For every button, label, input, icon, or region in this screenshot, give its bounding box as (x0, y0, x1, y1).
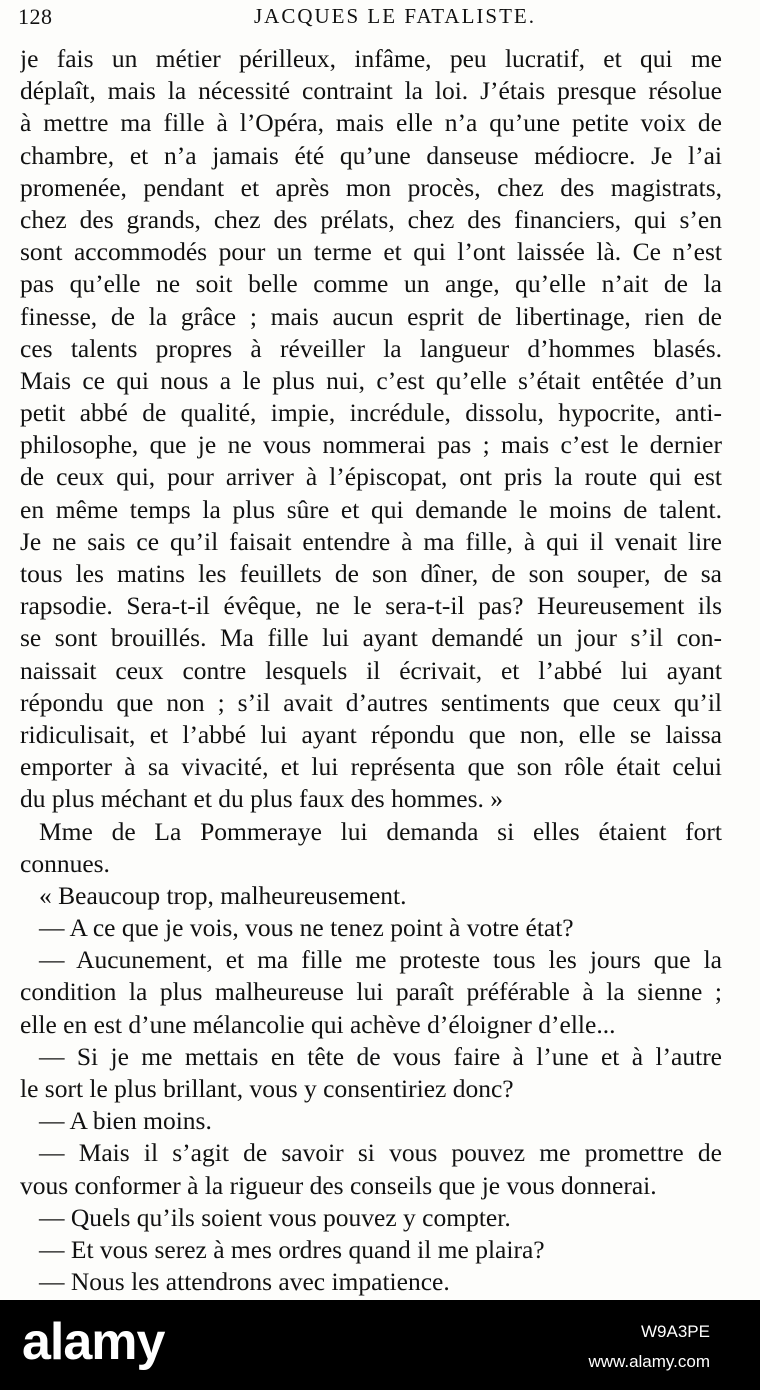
running-title: JACQUES LE FATALISTE. (253, 4, 536, 28)
text-line: déplaît, mais la nécessité contraint la loi. J’étais presque résolue (20, 76, 722, 106)
text-line: — Quels qu’ils soient vous pouvez y compter. (39, 1202, 511, 1232)
text-line: ridiculisait, et l’abbé lui ayant répondu que non, elle se laissa (20, 719, 722, 749)
page-number: 128 (18, 4, 53, 29)
text-line: du plus méchant et du plus faux des hommes. » (20, 784, 504, 814)
text-line: le sort le plus brillant, vous y consentiriez donc? (20, 1074, 514, 1103)
text-line: rapsodie. Sera-t-il évêque, ne le sera-t-il pas? Heureusement ils (20, 591, 722, 621)
text-line: vous conformer à la rigueur des conseils que je vous donnerai. (20, 1170, 657, 1200)
text-line: à mettre ma fille à l’Opéra, mais elle n’a qu’une petite voix de (20, 108, 722, 138)
text-line: sont accommodés pour un terme et qui l’ont laissée là. Ce n’est (20, 237, 722, 267)
body-text (20, 43, 722, 1298)
text-line: se sont brouillés. Ma fille lui ayant demandé un jour s’il con- (20, 623, 722, 653)
text-line: connues. (20, 848, 110, 878)
text-line: philosophe, que je ne vous nommerai pas ; mais c’est le dernier (20, 430, 722, 460)
text-line: — Si je me mettais en tête de vous faire à l’une et à l’autre (39, 1041, 722, 1071)
text-line: Mais ce qui nous a le plus nui, c’est qu’elle s’était entêtée d’un (20, 365, 722, 395)
text-line: « Beaucoup trop, malheureusement. (39, 880, 407, 910)
text-line: en même temps la plus sûre et qui demande le moins de talent. (20, 494, 722, 524)
text-line: condition la plus malheureuse lui paraît préférable à la sienne ; (20, 977, 722, 1007)
text-line: je fais un métier périlleux, infâme, peu lucratif, et qui me (20, 44, 722, 73)
site-url: www.alamy.com (588, 1352, 710, 1371)
watermark-banner (0, 1300, 760, 1390)
text-line: chambre, et n’a jamais été qu’une danseuse médiocre. Je l’ai (20, 140, 722, 170)
text-line: promenée, pendant et après mon procès, chez des magistrats, (20, 172, 722, 202)
text-line: de ceux qui, pour arriver à l’épiscopat, ont pris la route qui est (20, 462, 722, 492)
text-line: — Aucunement, et ma fille me proteste tous les jours que la (39, 945, 722, 975)
brand-logo: alamy (22, 1313, 165, 1371)
text-line: ces talents propres à réveiller la langueur d’hommes blasés. (20, 333, 722, 363)
text-line: petit abbé de qualité, impie, incrédule, dissolu, hypocrite, anti- (20, 398, 722, 428)
text-line: emporter à sa vivacité, et lui représenta que son rôle était celui (20, 752, 722, 782)
text-line: chez des grands, chez des prélats, chez des financiers, qui s’en (20, 204, 722, 234)
page-header (18, 4, 742, 32)
text-line: pas qu’elle ne soit belle comme un ange, qu’elle n’ait de la (20, 269, 722, 299)
text-line: — Mais il s’agit de savoir si vous pouvez me promettre de (39, 1138, 722, 1168)
text-line: Je ne sais ce qu’il faisait entendre à ma fille, à qui il venait lire (20, 526, 722, 556)
text-line: — Et vous serez à mes ordres quand il me plaira? (39, 1234, 545, 1264)
text-line: finesse, de la grâce ; mais aucun esprit de libertinage, rien de (20, 301, 722, 331)
text-line: Mme de La Pommeraye lui demanda si elles étaient fort (39, 816, 722, 846)
text-line: — Nous les attendrons avec impatience. (39, 1267, 450, 1297)
text-line: naissait ceux contre lesquels il écrivait, et l’abbé lui ayant (20, 655, 722, 685)
text-line: tous les matins les feuillets de son dîner, de son souper, de sa (20, 559, 722, 588)
text-line: — A ce que je vois, vous ne tenez point à votre état? (39, 913, 574, 943)
text-line: elle en est d’une mélancolie qui achève d’éloigner d’elle... (20, 1009, 616, 1039)
text-line: répondu que non ; s’il avait d’autres sentiments que ceux qu’il (20, 687, 722, 717)
text-line: — A bien moins. (39, 1106, 212, 1136)
stock-id: W9A3PE (641, 1322, 710, 1341)
